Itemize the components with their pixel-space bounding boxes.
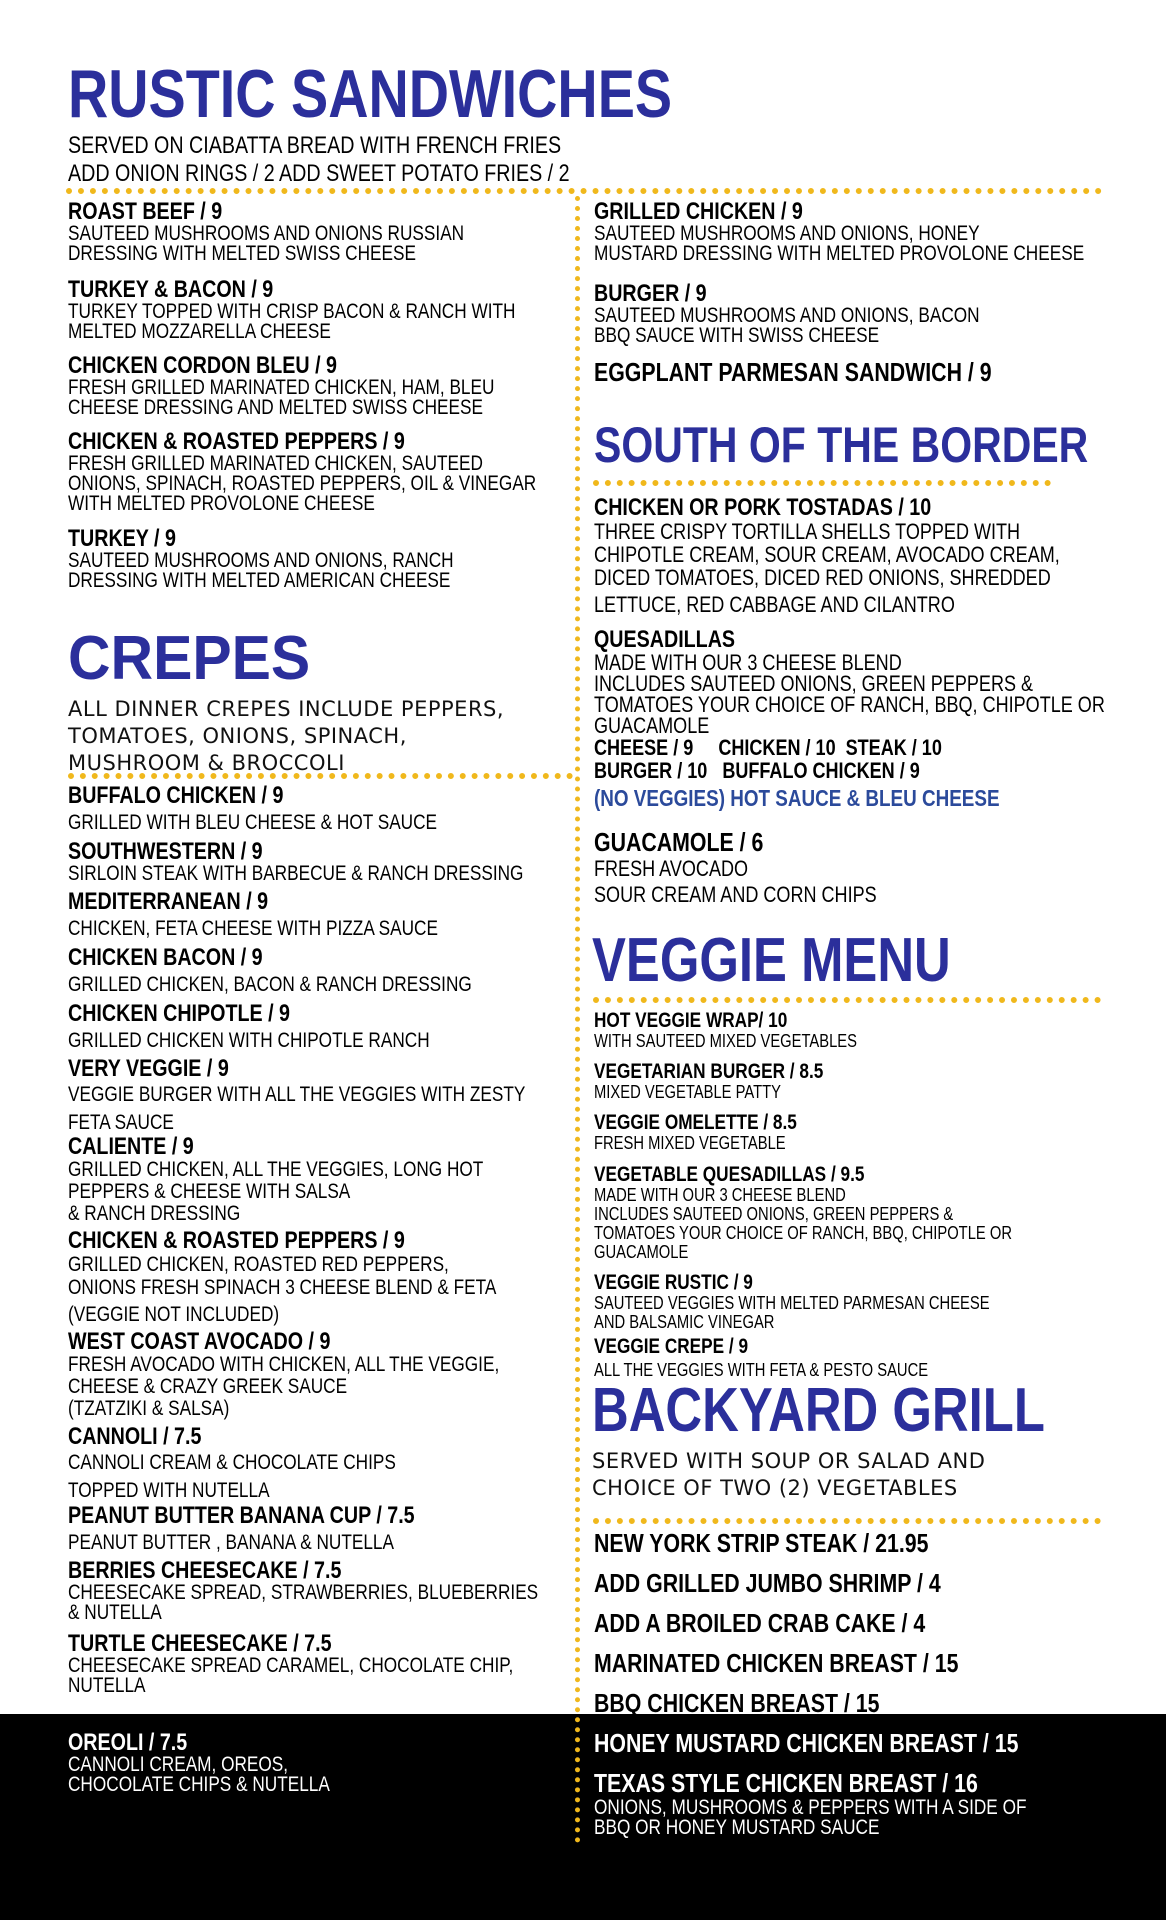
desc-line: FRESH MIXED VEGETABLE (594, 1133, 786, 1153)
item-name: QUESADILLAS (594, 626, 736, 653)
desc-line: GRILLED CHICKEN, ALL THE VEGGIES, LONG HOT (68, 1158, 484, 1181)
grill-subtitle (592, 1448, 1144, 1502)
item-name: BUFFALO CHICKEN / 9 (68, 782, 284, 809)
desc-line: FRESH GRILLED MARINATED CHICKEN, SAUTEED (68, 452, 483, 475)
grill-item-texas (594, 1768, 1121, 1838)
grill-item: NEW YORK STRIP STEAK / 21.95 (594, 1528, 929, 1558)
item-name: EGGPLANT PARMESAN SANDWICH / 9 (594, 357, 992, 387)
item-name: TURKEY & BACON / 9 (68, 276, 274, 303)
desc-line: FRESH AVOCADO WITH CHICKEN, ALL THE VEGGIE, (68, 1353, 500, 1376)
quesadilla-note: (NO VEGGIES) HOT SAUCE & BLEU CHEESE (594, 785, 1000, 811)
veggie-divider (593, 997, 1101, 1003)
desc-line: TOMATOES YOUR CHOICE OF RANCH, BBQ, CHIPOTLE OR (594, 1223, 1012, 1243)
item-name: CHICKEN BACON / 9 (68, 944, 263, 971)
quesadilla-prices-1: CHEESE / 9 CHICKEN / 10 STEAK / 10 (594, 735, 942, 760)
desc-line: BBQ OR HONEY MUSTARD SAUCE (594, 1816, 880, 1839)
item-name: CHICKEN OR PORK TOSTADAS / 10 (594, 494, 932, 521)
desc-line: & RANCH DRESSING (68, 1202, 241, 1225)
item-name: WEST COAST AVOCADO / 9 (68, 1328, 331, 1355)
rustic-title: RUSTIC SANDWICHES (68, 56, 673, 132)
desc-line: WITH MELTED PROVOLONE CHEESE (68, 492, 375, 515)
desc-line: GRILLED CHICKEN WITH CHIPOTLE RANCH (68, 1029, 430, 1052)
item-desc (68, 454, 536, 514)
desc-line: CHIPOTLE CREAM, SOUR CREAM, AVOCADO CREAM, (594, 542, 1060, 567)
desc-line: DICED TOMATOES, DICED RED ONIONS, SHREDDED (594, 565, 1051, 590)
item-desc (594, 652, 1105, 736)
grill-title: BACKYARD GRILL (592, 1376, 1045, 1445)
crepe-item (68, 840, 623, 884)
item-desc (68, 378, 494, 418)
desc-line: SAUTEED MUSHROOMS AND ONIONS, BACON (594, 304, 980, 327)
crepe-item (68, 784, 518, 833)
item-desc (68, 975, 472, 995)
desc-line: PEPPERS & CHEESE WITH SALSA (68, 1180, 351, 1203)
crepe-item (68, 1330, 594, 1420)
rustic-header (68, 56, 805, 188)
item-name: TURTLE CHEESECAKE / 7.5 (68, 1630, 332, 1657)
desc-line: MADE WITH OUR 3 CHEESE BLEND (594, 650, 902, 675)
grill-subtitle-line: CHOICE OF TWO (2) VEGETABLES (592, 1476, 958, 1500)
desc-line: GRILLED CHICKEN, BACON & RANCH DRESSING (68, 973, 472, 996)
item-desc (68, 1755, 330, 1795)
desc-line: TOPPED WITH NUTELLA (68, 1479, 270, 1502)
item-desc (68, 1081, 525, 1137)
item-desc (68, 864, 523, 884)
item-name: TEXAS STYLE CHICKEN BREAST / 16 (594, 1768, 978, 1798)
crepe-item (68, 946, 560, 995)
south-item (594, 496, 1162, 616)
desc-line: MADE WITH OUR 3 CHEESE BLEND (594, 1185, 846, 1205)
desc-line: NUTELLA (68, 1674, 146, 1697)
item-name: CHICKEN CHIPOTLE / 9 (68, 1000, 290, 1027)
desc-line: TOMATOES YOUR CHOICE OF RANCH, BBQ, CHIPOTLE OR (594, 692, 1105, 717)
veggie-item (594, 1112, 841, 1153)
item-desc (594, 306, 980, 346)
crepe-item (68, 1057, 626, 1137)
crepes-subtitle-line: ALL DINNER CREPES INCLUDE PEPPERS, (68, 697, 505, 721)
desc-line: CHEESECAKE SPREAD CARAMEL, CHOCOLATE CHIP, (68, 1654, 514, 1677)
desc-line: ALL THE VEGGIES WITH FETA & PESTO SAUCE (594, 1360, 929, 1380)
item-desc (594, 1083, 823, 1102)
rustic-subtitle-1: SERVED ON CIABATTA BREAD WITH FRENCH FRIES (68, 132, 562, 159)
item-name: MEDITERRANEAN / 9 (68, 888, 269, 915)
item-name: VEGETABLE QUESADILLAS / 9.5 (594, 1163, 865, 1186)
crepes-header (68, 624, 505, 777)
desc-line: SAUTEED MUSHROOMS AND ONIONS, RANCH (68, 549, 454, 572)
item-name: GRILLED CHICKEN / 9 (594, 198, 803, 225)
crepes-subtitle-line: TOMATOES, ONIONS, SPINACH, (68, 724, 407, 748)
desc-line: FETA SAUCE (68, 1111, 174, 1134)
desc-line: INCLUDES SAUTEED ONIONS, GREEN PEPPERS & (594, 671, 1034, 696)
crepe-item (68, 1135, 574, 1225)
crepes-subtitle (68, 696, 504, 777)
south-divider (593, 480, 1051, 486)
item-name: ROAST BEEF / 9 (68, 198, 223, 225)
desc-line: & NUTELLA (68, 1601, 162, 1624)
grill-header (592, 1376, 1144, 1502)
grill-list (594, 1528, 1112, 1768)
rustic-item (594, 282, 1064, 346)
grill-item: MARINATED CHICKEN BREAST / 15 (594, 1648, 959, 1678)
rustic-subtitle-2: ADD ONION RINGS / 2 ADD SWEET POTATO FRIES / 2 (68, 160, 570, 187)
desc-line: CANNOLI CREAM, OREOS, (68, 1753, 289, 1776)
desc-line: BBQ SAUCE WITH SWISS CHEESE (594, 324, 880, 347)
veggie-item (594, 1061, 874, 1102)
grill-item: ADD GRILLED JUMBO SHRIMP / 4 (594, 1568, 941, 1598)
desc-line: LETTUCE, RED CABBAGE AND CILANTRO (594, 592, 955, 617)
item-desc (68, 1656, 513, 1696)
desc-line: CHICKEN, FETA CHEESE WITH PIZZA SAUCE (68, 917, 438, 940)
desc-line: GRILLED WITH BLEU CHEESE & HOT SAUCE (68, 811, 438, 834)
south-item (594, 628, 1166, 811)
item-desc (68, 1031, 430, 1051)
desc-line: SAUTEED MUSHROOMS AND ONIONS, HONEY (594, 222, 980, 245)
quesadilla-prices-2: BURGER / 10 BUFFALO CHICKEN / 9 (594, 758, 920, 783)
item-name: PEANUT BUTTER BANANA CUP / 7.5 (68, 1502, 415, 1529)
item-desc (594, 1798, 1026, 1838)
desc-line: DRESSING WITH MELTED AMERICAN CHEESE (68, 569, 451, 592)
desc-line: MIXED VEGETABLE PATTY (594, 1082, 782, 1102)
rustic-item (594, 200, 1166, 264)
item-desc (68, 1449, 396, 1505)
item-desc (594, 520, 1060, 616)
desc-line: CHEESECAKE SPREAD, STRAWBERRIES, BLUEBERRIES (68, 1581, 539, 1604)
item-name: HOT VEGGIE WRAP/ 10 (594, 1009, 788, 1032)
veggie-item (594, 1164, 1104, 1262)
item-desc (68, 1159, 483, 1225)
item-name: GUACAMOLE / 6 (594, 827, 764, 857)
veggie-title: VEGGIE MENU (592, 926, 951, 995)
crepes-subtitle-line: MUSHROOM & BROCCOLI (68, 751, 345, 775)
item-desc (68, 1354, 499, 1420)
item-name: CHICKEN & ROASTED PEPPERS / 9 (68, 1227, 405, 1254)
item-name: OREOLI / 7.5 (68, 1729, 188, 1756)
desc-line: CHEESE DRESSING AND MELTED SWISS CHEESE (68, 396, 483, 419)
item-name: VEGGIE OMELETTE / 8.5 (594, 1111, 797, 1134)
item-desc (594, 224, 1084, 264)
item-desc (594, 1186, 1012, 1262)
grill-subtitle-line: SERVED WITH SOUP OR SALAD AND (592, 1449, 986, 1473)
rustic-item (68, 278, 614, 342)
crepe-item (68, 1002, 509, 1051)
rustic-item (594, 358, 1079, 386)
grill-divider (593, 1518, 1101, 1524)
desc-line: SAUTEED VEGGIES WITH MELTED PARMESAN CHEESE (594, 1293, 990, 1313)
rustic-item (68, 200, 551, 264)
desc-line: GRILLED CHICKEN, ROASTED RED PEPPERS, (68, 1253, 449, 1276)
rustic-item (68, 354, 588, 418)
grill-item: HONEY MUSTARD CHICKEN BREAST / 15 (594, 1728, 1019, 1758)
item-name: CALIENTE / 9 (68, 1133, 194, 1160)
item-desc (68, 224, 464, 264)
rustic-item (68, 527, 538, 591)
desc-line: MELTED MOZZARELLA CHEESE (68, 320, 331, 343)
item-desc (68, 302, 515, 342)
desc-line: AND BALSAMIC VINEGAR (594, 1312, 775, 1332)
desc-line: THREE CRISPY TORTILLA SHELLS TOPPED WITH (594, 519, 1021, 544)
crepe-item (68, 890, 519, 939)
item-name: CHICKEN CORDON BLEU / 9 (68, 352, 337, 379)
desc-line: SAUTEED MUSHROOMS AND ONIONS RUSSIAN (68, 222, 465, 245)
south-item (594, 828, 939, 908)
desc-line: FRESH GRILLED MARINATED CHICKEN, HAM, BLEU (68, 376, 495, 399)
desc-line: TURKEY TOPPED WITH CRISP BACON & RANCH WITH (68, 300, 516, 323)
crepe-item (68, 1425, 468, 1505)
desc-line: SOUR CREAM AND CORN CHIPS (594, 882, 877, 907)
item-name: VEGGIE CREPE / 9 (594, 1335, 749, 1358)
crepes-title: CREPES (68, 624, 311, 693)
item-name: VERY VEGGIE / 9 (68, 1055, 229, 1082)
desc-line: ONIONS, SPINACH, ROASTED PEPPERS, OIL & VINEGAR (68, 472, 537, 495)
desc-line: (VEGGIE NOT INCLUDED) (68, 1303, 280, 1326)
veggie-header (592, 926, 1030, 995)
item-name: BERRIES CHEESECAKE / 7.5 (68, 1557, 342, 1584)
desc-line: GUACAMOLE (594, 713, 710, 738)
desc-line: ONIONS, MUSHROOMS & PEPPERS WITH A SIDE OF (594, 1796, 1027, 1819)
item-desc (594, 856, 877, 908)
rustic-divider (66, 188, 1102, 194)
desc-line: ONIONS FRESH SPINACH 3 CHEESE BLEND & FETA (68, 1276, 497, 1299)
desc-line: SIRLOIN STEAK WITH BARBECUE & RANCH DRESSING (68, 862, 524, 885)
veggie-item (594, 1336, 1001, 1380)
desc-line: DRESSING WITH MELTED SWISS CHEESE (68, 242, 416, 265)
desc-line: MUSTARD DRESSING WITH MELTED PROVOLONE CHEESE (594, 242, 1085, 265)
grill-item: ADD A BROILED CRAB CAKE / 4 (594, 1608, 926, 1638)
veggie-item (594, 1010, 915, 1051)
south-title: SOUTH OF THE BORDER (594, 417, 1089, 473)
crepe-item (68, 1559, 641, 1623)
crepe-item-oreoli (68, 1731, 387, 1795)
desc-line: CHEESE & CRAZY GREEK SAUCE (68, 1375, 348, 1398)
item-desc (594, 1032, 857, 1051)
desc-line: PEANUT BUTTER , BANANA & NUTELLA (68, 1531, 394, 1554)
desc-line: FRESH AVOCADO (594, 856, 749, 881)
rustic-item (68, 430, 639, 514)
item-name: VEGGIE RUSTIC / 9 (594, 1271, 753, 1294)
item-desc (68, 1533, 415, 1553)
crepe-item (68, 1504, 491, 1553)
item-desc (68, 813, 437, 833)
item-desc (594, 1294, 990, 1332)
item-name: CANNOLI / 7.5 (68, 1423, 202, 1450)
item-desc (68, 1583, 538, 1623)
item-name: BURGER / 9 (594, 280, 707, 307)
desc-line: WITH SAUTEED MIXED VEGETABLES (594, 1031, 858, 1051)
veggie-item (594, 1272, 1076, 1332)
desc-line: GUACAMOLE (594, 1242, 689, 1262)
item-desc (68, 919, 438, 939)
desc-line: (TZATZIKI & SALSA) (68, 1397, 230, 1420)
south-header (594, 417, 1166, 473)
desc-line: VEGGIE BURGER WITH ALL THE VEGGIES WITH ZESTY (68, 1083, 526, 1106)
crepe-item (68, 1229, 590, 1326)
grill-item: BBQ CHICKEN BREAST / 15 (594, 1688, 880, 1718)
crepe-item (68, 1632, 611, 1696)
item-name: TURKEY / 9 (68, 525, 176, 552)
item-name: CHICKEN & ROASTED PEPPERS / 9 (68, 428, 405, 455)
desc-line: CHOCOLATE CHIPS & NUTELLA (68, 1773, 330, 1796)
desc-line: CANNOLI CREAM & CHOCOLATE CHIPS (68, 1451, 396, 1474)
item-name: VEGETARIAN BURGER / 8.5 (594, 1060, 824, 1083)
desc-line: INCLUDES SAUTEED ONIONS, GREEN PEPPERS & (594, 1204, 954, 1224)
item-desc (68, 1253, 496, 1326)
item-desc (68, 551, 454, 591)
item-name: SOUTHWESTERN / 9 (68, 838, 263, 865)
